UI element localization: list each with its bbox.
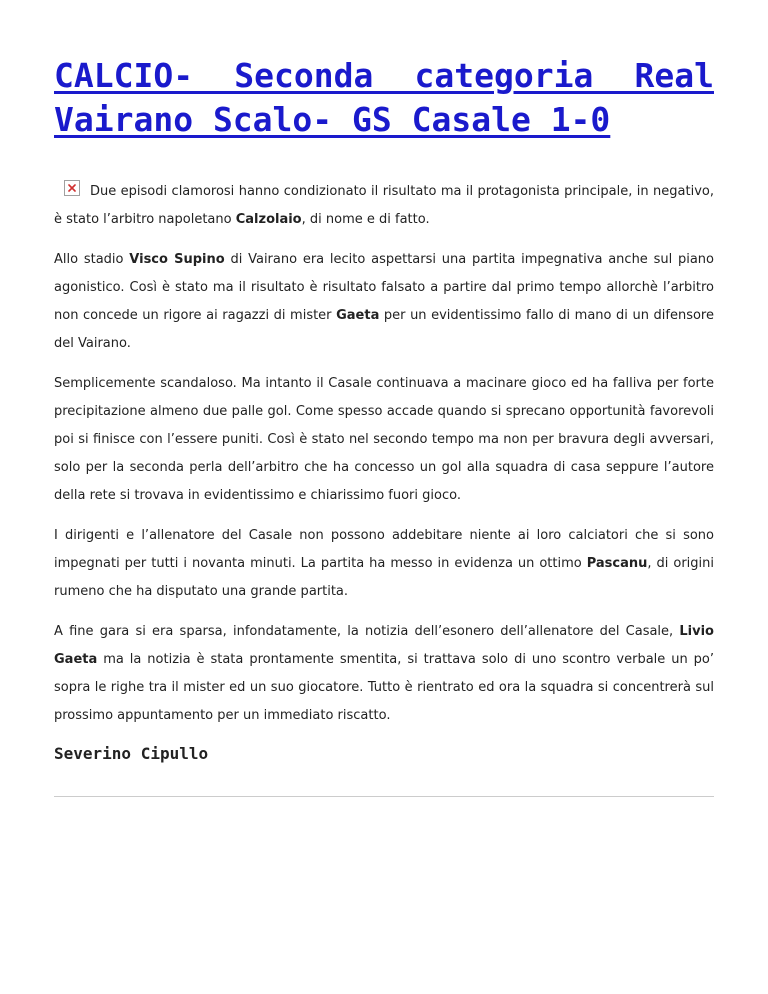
- broken-image-icon: [64, 180, 80, 196]
- author-byline: Severino Cipullo: [54, 744, 209, 763]
- article-body: [54, 178, 714, 766]
- stadium-name: Visco Supino: [129, 252, 225, 267]
- paragraph-4: [54, 522, 714, 606]
- paragraph-4-text-a: I dirigenti e l’allenatore del Casale non possono addebitare niente ai loro calciatori che si sono impegnati per tutti i novanta minuti. La partita ha messo in evidenza un ottimo: [54, 528, 714, 571]
- referee-name: Calzolaio: [235, 212, 302, 227]
- paragraph-5-text-b: ma la notizia è stata prontamente smentita, si trattava solo di uno scontro verbale un po’ sopra le righe tra il mister ed un suo giocatore. Tutto è rientrato ed ora la squadra si concentrerà sul prossimo appuntamento per un immediato riscatto.: [54, 652, 714, 723]
- paragraph-2: [54, 246, 714, 358]
- paragraph-5: [54, 618, 714, 730]
- paragraph-2-text-c: per un evidentissimo fallo di mano di un difensore del Vairano.: [54, 308, 714, 351]
- paragraph-1: [54, 178, 714, 234]
- coach-name: Gaeta: [336, 308, 380, 323]
- paragraph-1-text-b: , di nome e di fatto.: [301, 212, 430, 227]
- coach-full-name: Livio Gaeta: [54, 624, 714, 667]
- paragraph-2-text-a: Allo stadio: [54, 252, 130, 267]
- paragraph-1-text-a: Due episodi clamorosi hanno condizionato il risultato ma il protagonista principale, in negativo, è stato l’arbitro napoletano: [54, 184, 714, 227]
- player-name: Pascanu: [586, 556, 648, 571]
- title-link[interactable]: CALCIO- Seconda categoria Real Vairano Scalo- GS Casale 1-0: [54, 56, 714, 139]
- paragraph-2-text-b: di Vairano era lecito aspettarsi una partita impegnativa anche sul piano agonistico. Così è stato ma il risultato è risultato falsato a partire dal primo tempo allorchè l’arbitro non concede un rigore ai ragazzi di mister: [54, 252, 714, 323]
- divider: [54, 796, 714, 797]
- paragraph-4-text-b: , di origini rumeno che ha disputato una grande partita.: [54, 556, 714, 599]
- paragraph-3: Semplicemente scandaloso. Ma intanto il Casale continuava a macinare gioco ed ha falliva per forte precipitazione almeno due palle gol. Come spesso accade quando si sprecano opportunità favorevoli poi si finisce con l’essere puniti. Così è stato nel secondo tempo ma non per bravura degli avversari, solo per la seconda perla dell’arbitro che ha concesso un gol alla squadra di casa seppure l’autore della rete si trovava in evidentissimo e chiarissimo fuori gioco.: [54, 376, 714, 503]
- paragraph-5-text-a: A fine gara si era sparsa, infondatamente, la notizia dell’esonero dell’allenatore del Casale,: [54, 624, 680, 639]
- page-title: [54, 0, 714, 142]
